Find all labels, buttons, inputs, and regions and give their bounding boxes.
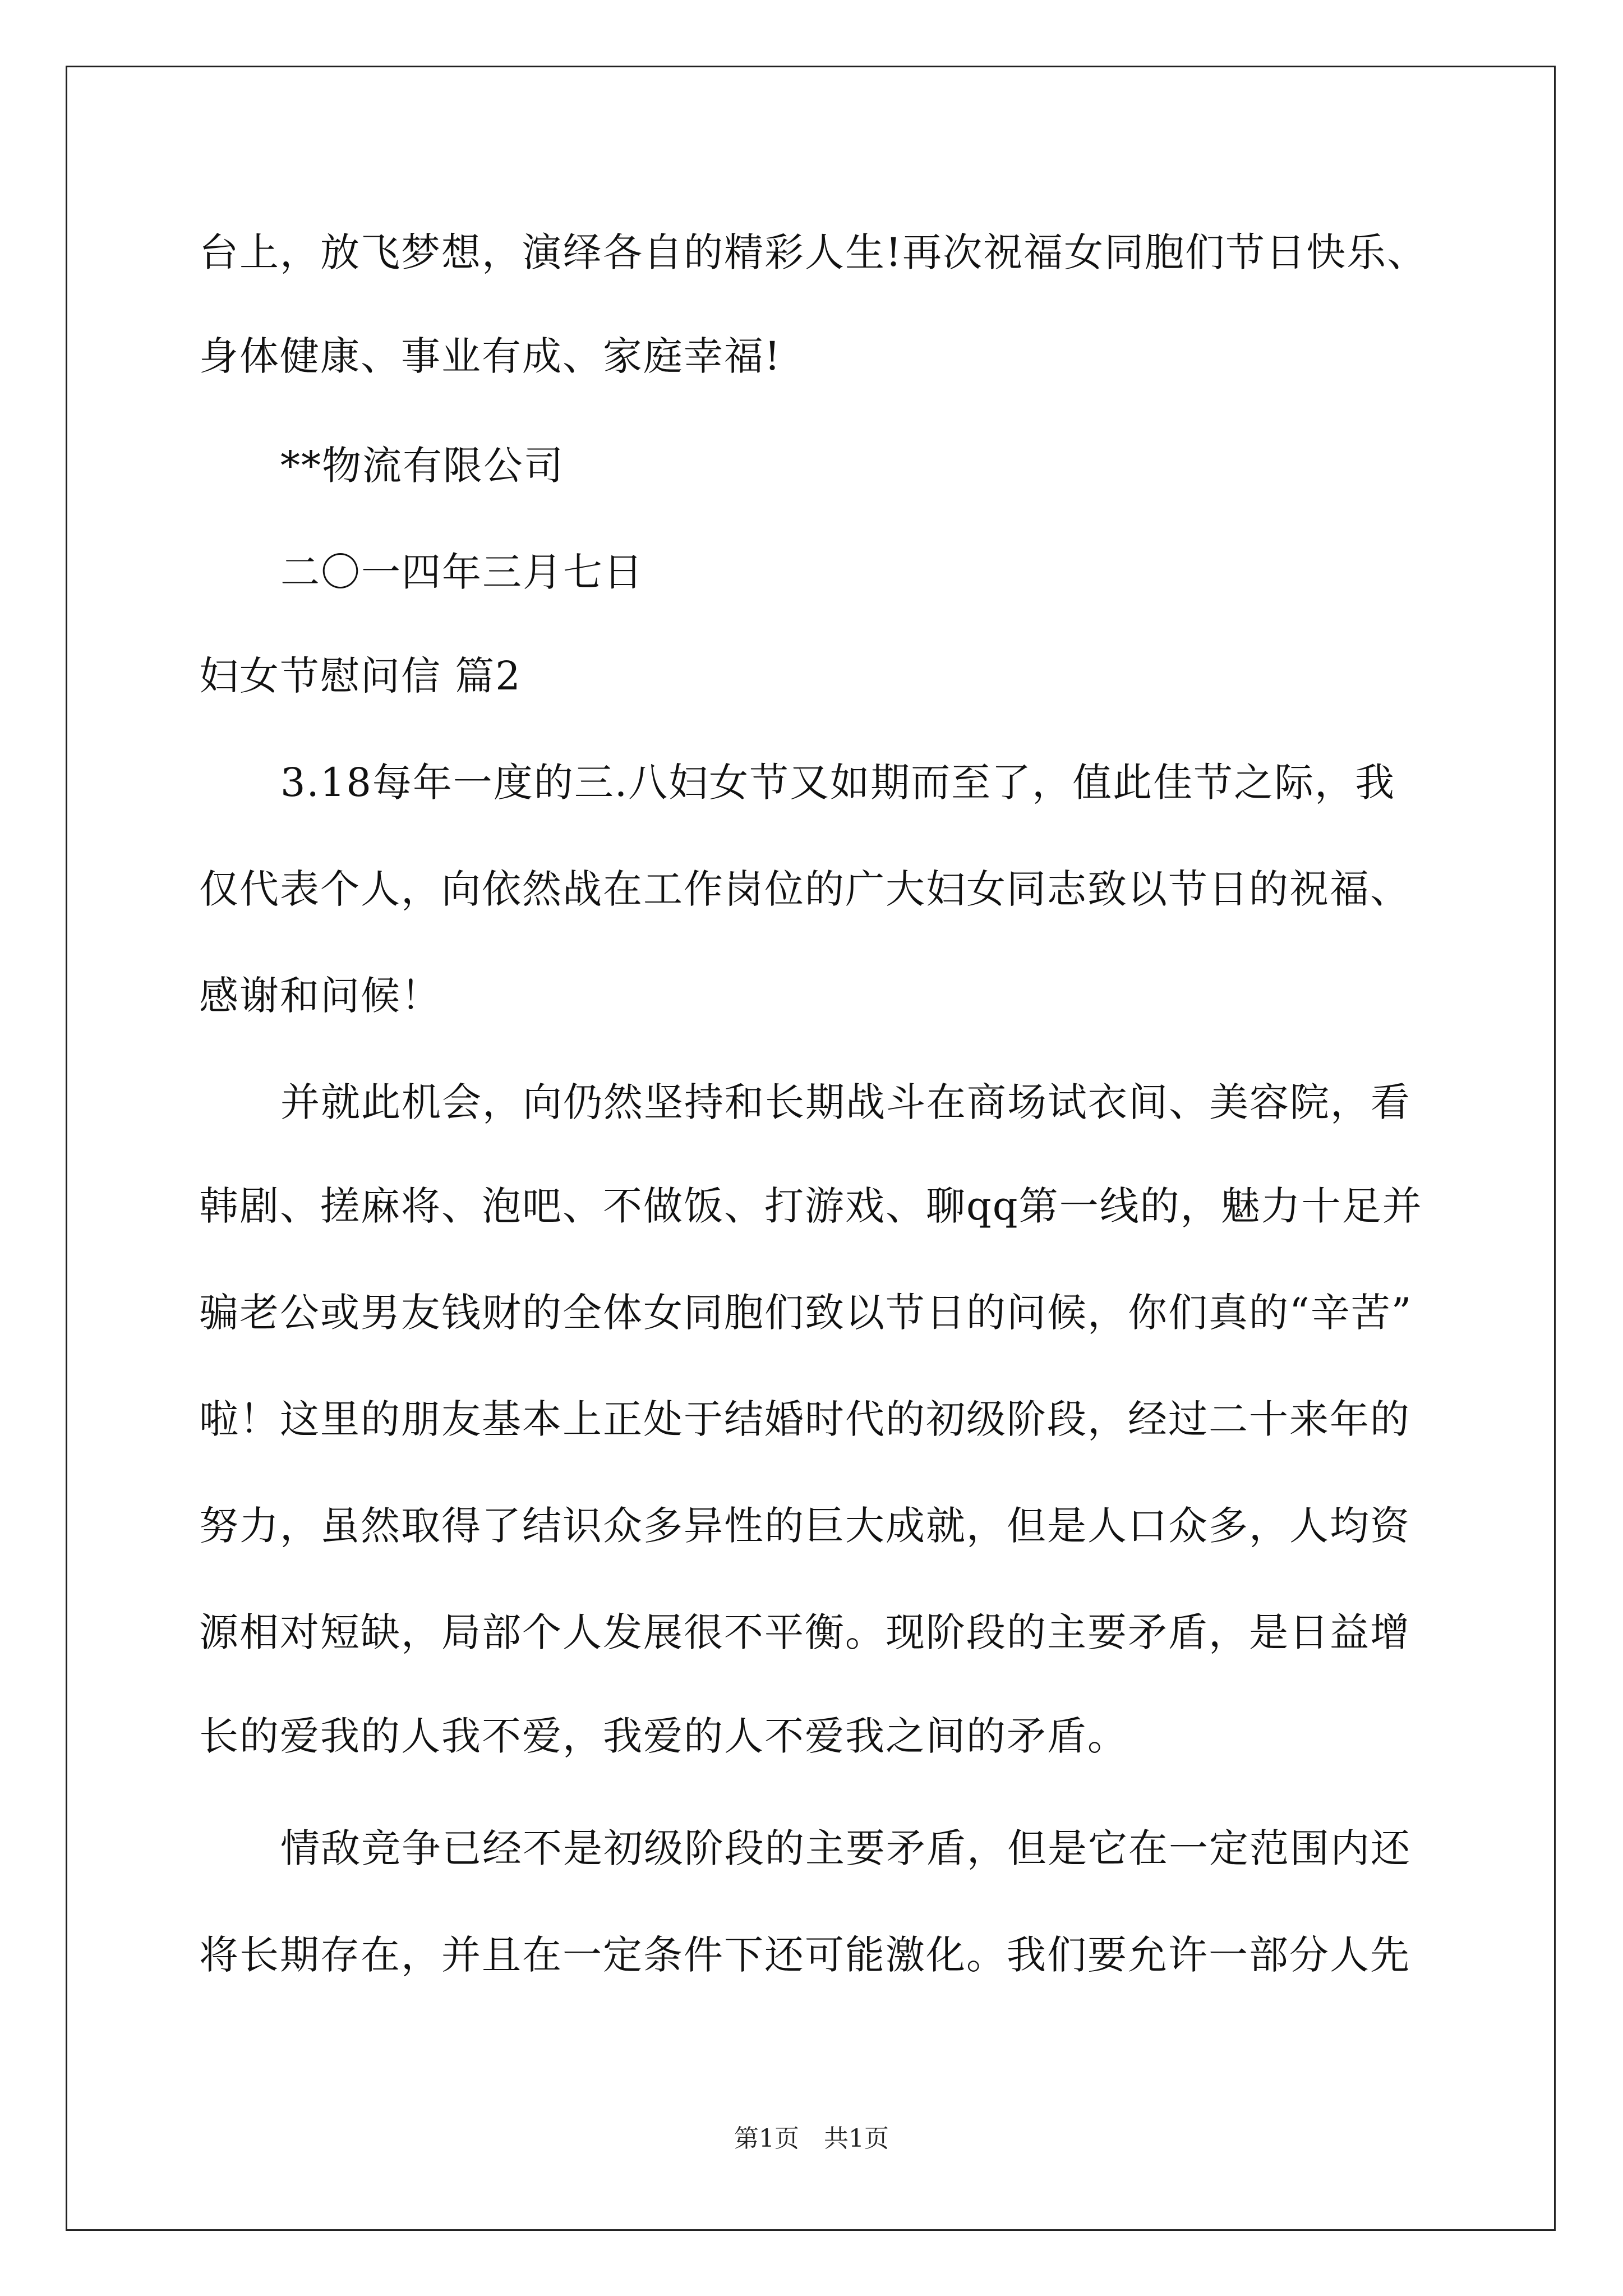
paragraph-line: 韩剧、搓麻将、泡吧、不做饭、打游戏、聊qq第一线的，魅力十足并 [199, 1183, 1423, 1229]
paragraph-line: 情敌竞争已经不是初级阶段的主要矛盾，但是它在一定范围内还 [280, 1825, 1411, 1871]
paragraph-line: 长的爱我的人我不爱，我爱的人不爱我之间的矛盾。 [199, 1713, 1128, 1759]
page-border [66, 66, 1556, 2231]
paragraph-line: 身体健康、事业有成、家庭幸福! [199, 333, 782, 379]
section-heading: 妇女节慰问信 篇2 [199, 653, 522, 699]
paragraph-line: 3.18每年一度的三.八妇女节又如期而至了，值此佳节之际，我 [280, 760, 1396, 806]
paragraph-line: 将长期存在，并且在一定条件下还可能激化。我们要允许一部分人先 [199, 1932, 1410, 1978]
paragraph-line: 仅代表个人，向依然战在工作岗位的广大妇女同志致以节日的祝福、 [199, 866, 1410, 912]
paragraph-line: 并就此机会，向仍然坚持和长期战斗在商场试衣间、美容院，看 [280, 1079, 1411, 1125]
paragraph-line: 台上，放飞梦想，演绎各自的精彩人生!再次祝福女同胞们节日快乐、 [199, 229, 1428, 275]
paragraph-line: 感谢和问候！ [199, 973, 441, 1019]
company-name: **物流有限公司 [280, 443, 564, 489]
paragraph-line: 源相对短缺，局部个人发展很不平衡。现阶段的主要矛盾，是日益增 [199, 1609, 1410, 1655]
paragraph-line: 啦！这里的朋友基本上正处于结婚时代的初级阶段，经过二十来年的 [199, 1396, 1410, 1442]
page-number-footer: 第1页 共1页 [734, 2124, 889, 2153]
letter-date: 二〇一四年三月七日 [280, 549, 644, 595]
paragraph-line: 骗老公或男友钱财的全体女同胞们致以节日的问候，你们真的“辛苦” [199, 1290, 1413, 1336]
paragraph-line: 努力，虽然取得了结识众多异性的巨大成就，但是人口众多，人均资 [199, 1503, 1410, 1549]
